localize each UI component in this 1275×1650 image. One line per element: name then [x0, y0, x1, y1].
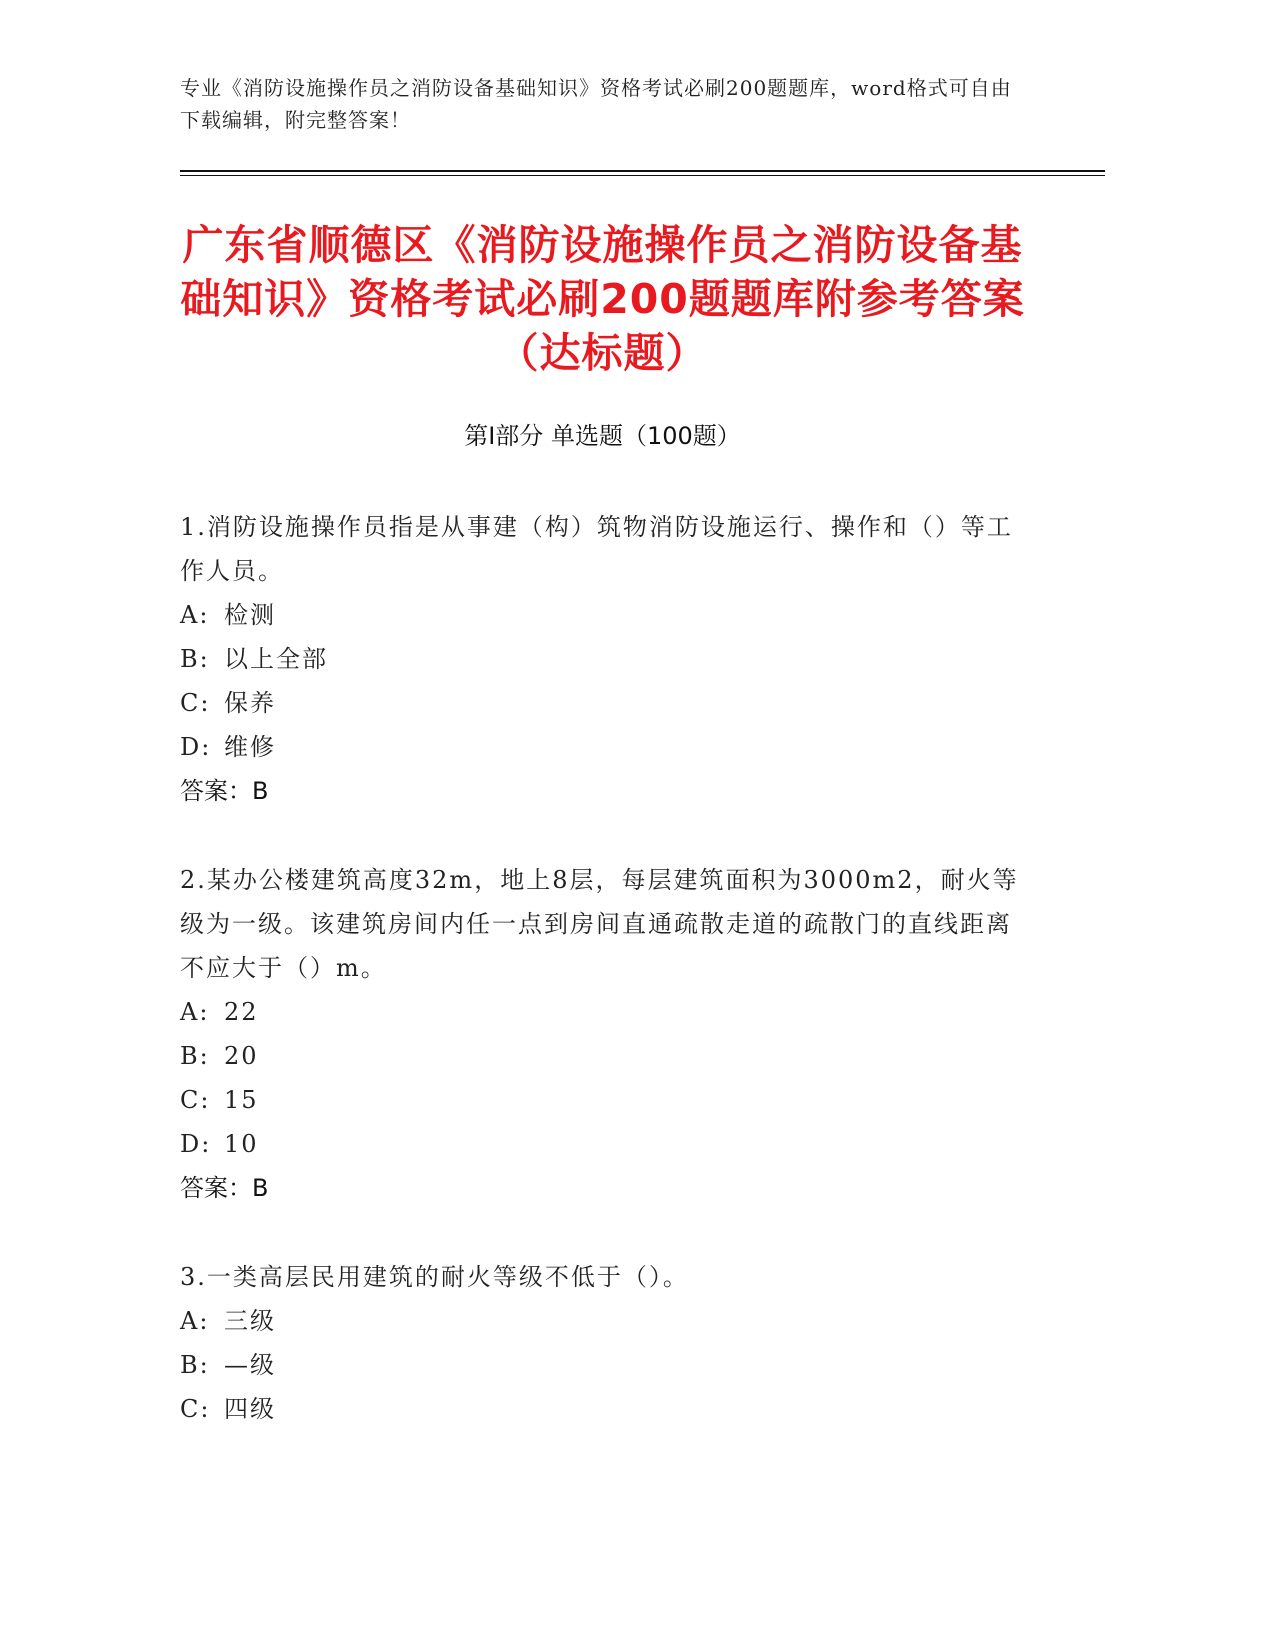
section-title: 第I部分 单选题（100题） — [464, 422, 741, 450]
header-note: 专业《消防设施操作员之消防设备基础知识》资格考试必刷200题题库，word格式可自由下载编辑，附完整答案！ — [180, 76, 1012, 132]
option-b — [180, 1034, 1025, 1078]
question-stem: 1.消防设施操作员指是从事建（构）筑物消防设施运行、操作和（）等工作人员。 — [180, 513, 1013, 585]
option-key: A: — [180, 601, 210, 629]
header-rule-thin — [180, 175, 1105, 176]
option-a — [180, 990, 1025, 1034]
option-text: 20 — [224, 1042, 259, 1070]
option-key: B: — [180, 1042, 210, 1070]
option-text: 10 — [224, 1130, 259, 1158]
option-d — [180, 725, 1025, 769]
option-text: 22 — [224, 998, 259, 1026]
answer-line: 答案：B — [180, 1174, 269, 1202]
option-text: 15 — [224, 1086, 259, 1114]
option-text: 维修 — [224, 733, 276, 761]
option-b — [180, 1343, 1025, 1387]
answer-line: 答案：B — [180, 777, 269, 805]
option-key: A: — [180, 998, 210, 1026]
header-rule-thick — [180, 170, 1105, 172]
option-key: A: — [180, 1307, 210, 1335]
option-a — [180, 593, 1025, 637]
option-key: D: — [180, 733, 212, 761]
question-1 — [180, 505, 1025, 813]
option-a — [180, 1299, 1025, 1343]
option-text: 保养 — [224, 689, 276, 717]
option-key: C: — [180, 689, 211, 717]
document-title: 广东省顺德区《消防设施操作员之消防设备基础知识》资格考试必刷200题题库附参考答案（达标题） — [180, 221, 1025, 377]
option-c — [180, 681, 1025, 725]
option-key: B: — [180, 1351, 210, 1379]
question-list — [180, 505, 1025, 1476]
option-text: 检测 — [224, 601, 276, 629]
option-key: D: — [180, 1130, 212, 1158]
question-stem: 2.某办公楼建筑高度32m，地上8层，每层建筑面积为3000m2，耐火等级为一级。该建筑房间内任一点到房间直通疏散走道的疏散门的直线距离不应大于（）m。 — [180, 866, 1019, 982]
question-3 — [180, 1255, 1025, 1431]
question-2 — [180, 858, 1025, 1210]
option-key: C: — [180, 1086, 211, 1114]
option-key: B: — [180, 645, 210, 673]
option-c — [180, 1078, 1025, 1122]
option-d — [180, 1122, 1025, 1166]
option-text: 以上全部 — [224, 645, 328, 673]
option-c — [180, 1387, 1025, 1431]
option-b — [180, 637, 1025, 681]
question-stem: 3.一类高层民用建筑的耐火等级不低于（）。 — [180, 1263, 689, 1291]
option-key: C: — [180, 1395, 211, 1423]
option-text: 三级 — [224, 1307, 276, 1335]
option-text: 四级 — [224, 1395, 276, 1423]
option-text: —级 — [224, 1351, 276, 1379]
